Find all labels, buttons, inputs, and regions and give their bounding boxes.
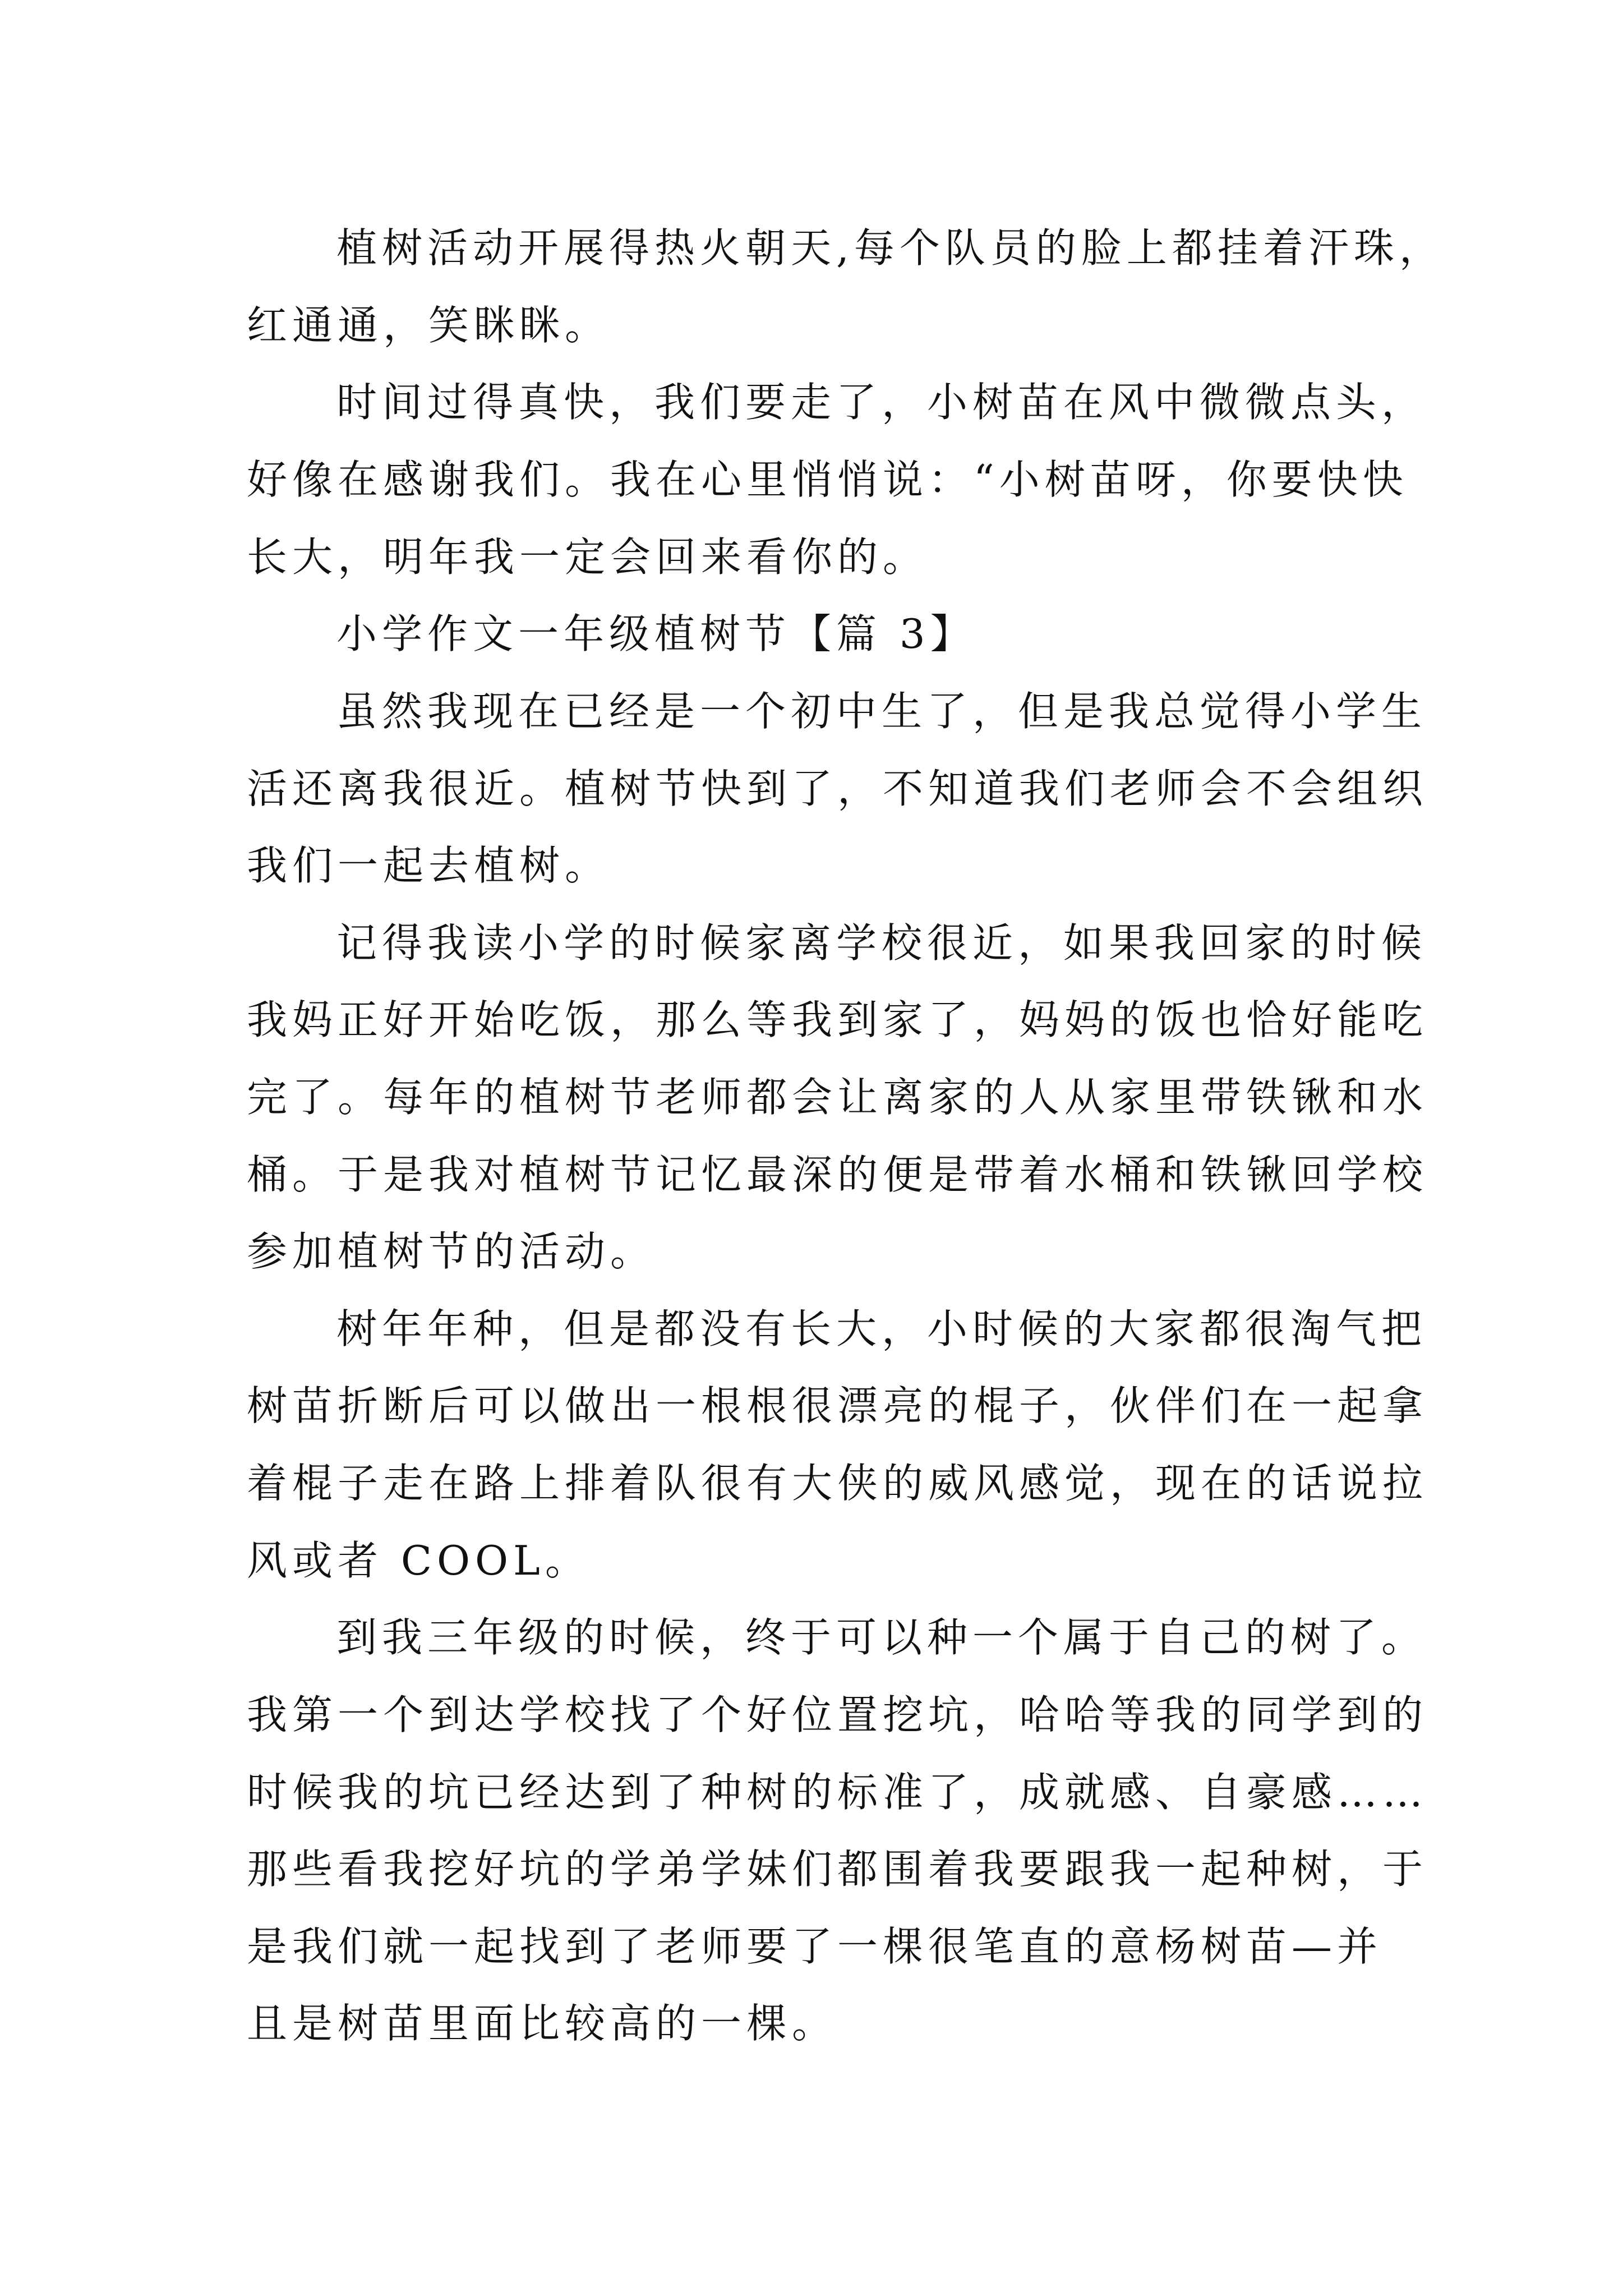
text-line: 活还离我很近。植树节快到了，不知道我们老师会不会组织 — [247, 765, 1428, 812]
text-line: 树苗折断后可以做出一根根很漂亮的棍子，伙伴们在一起拿 — [247, 1382, 1428, 1429]
text-line: 完了。每年的植树节老师都会让离家的人从家里带铁锹和水 — [247, 1074, 1428, 1121]
text-line: 好像在感谢我们。我在心里悄悄说：“小树苗呀，你要快快 — [247, 456, 1408, 503]
text-line: 我妈正好开始吃饭，那么等我到家了，妈妈的饭也恰好能吃 — [247, 996, 1428, 1043]
text-line: 植树活动开展得热火朝天,每个队员的脸上都挂着汗珠， — [336, 224, 1445, 272]
text-line: 时候我的坑已经达到了种树的标准了，成就感、自豪感…… — [247, 1769, 1428, 1816]
text-line: 参加植树节的活动。 — [247, 1228, 656, 1275]
text-line: 着棍子走在路上排着队很有大侠的威风感觉，现在的话说拉 — [247, 1460, 1428, 1507]
text-line: 时间过得真快，我们要走了，小树苗在风中微微点头， — [336, 379, 1427, 426]
text-line: 我第一个到达学校找了个好位置挖坑，哈哈等我的同学到的 — [247, 1691, 1428, 1738]
text-line: 红通通，笑眯眯。 — [247, 302, 611, 349]
text-line: 风或者 COOL。 — [247, 1537, 591, 1584]
text-line: 是我们就一起找到了老师要了一棵很笔直的意杨树苗—并 — [247, 1923, 1383, 1970]
text-line: 桶。于是我对植树节记忆最深的便是带着水桶和铁锹回学校 — [247, 1151, 1428, 1198]
text-line: 我们一起去植树。 — [247, 842, 611, 889]
text-line: 记得我读小学的时候家离学校很近，如果我回家的时候 — [336, 919, 1427, 967]
text-line: 且是树苗里面比较高的一棵。 — [247, 2000, 838, 2047]
text-line: 长大，明年我一定会回来看你的。 — [247, 533, 929, 581]
section-heading: 小学作文一年级植树节【篇 3】 — [336, 610, 976, 657]
text-line: 那些看我挖好坑的学弟学妹们都围着我要跟我一起种树，于 — [247, 1846, 1428, 1893]
text-line: 虽然我现在已经是一个初中生了，但是我总觉得小学生 — [336, 688, 1427, 735]
text-line: 到我三年级的时候，终于可以种一个属于自己的树了。 — [336, 1614, 1427, 1661]
text-line: 树年年种，但是都没有长大，小时候的大家都很淘气把 — [336, 1305, 1427, 1352]
